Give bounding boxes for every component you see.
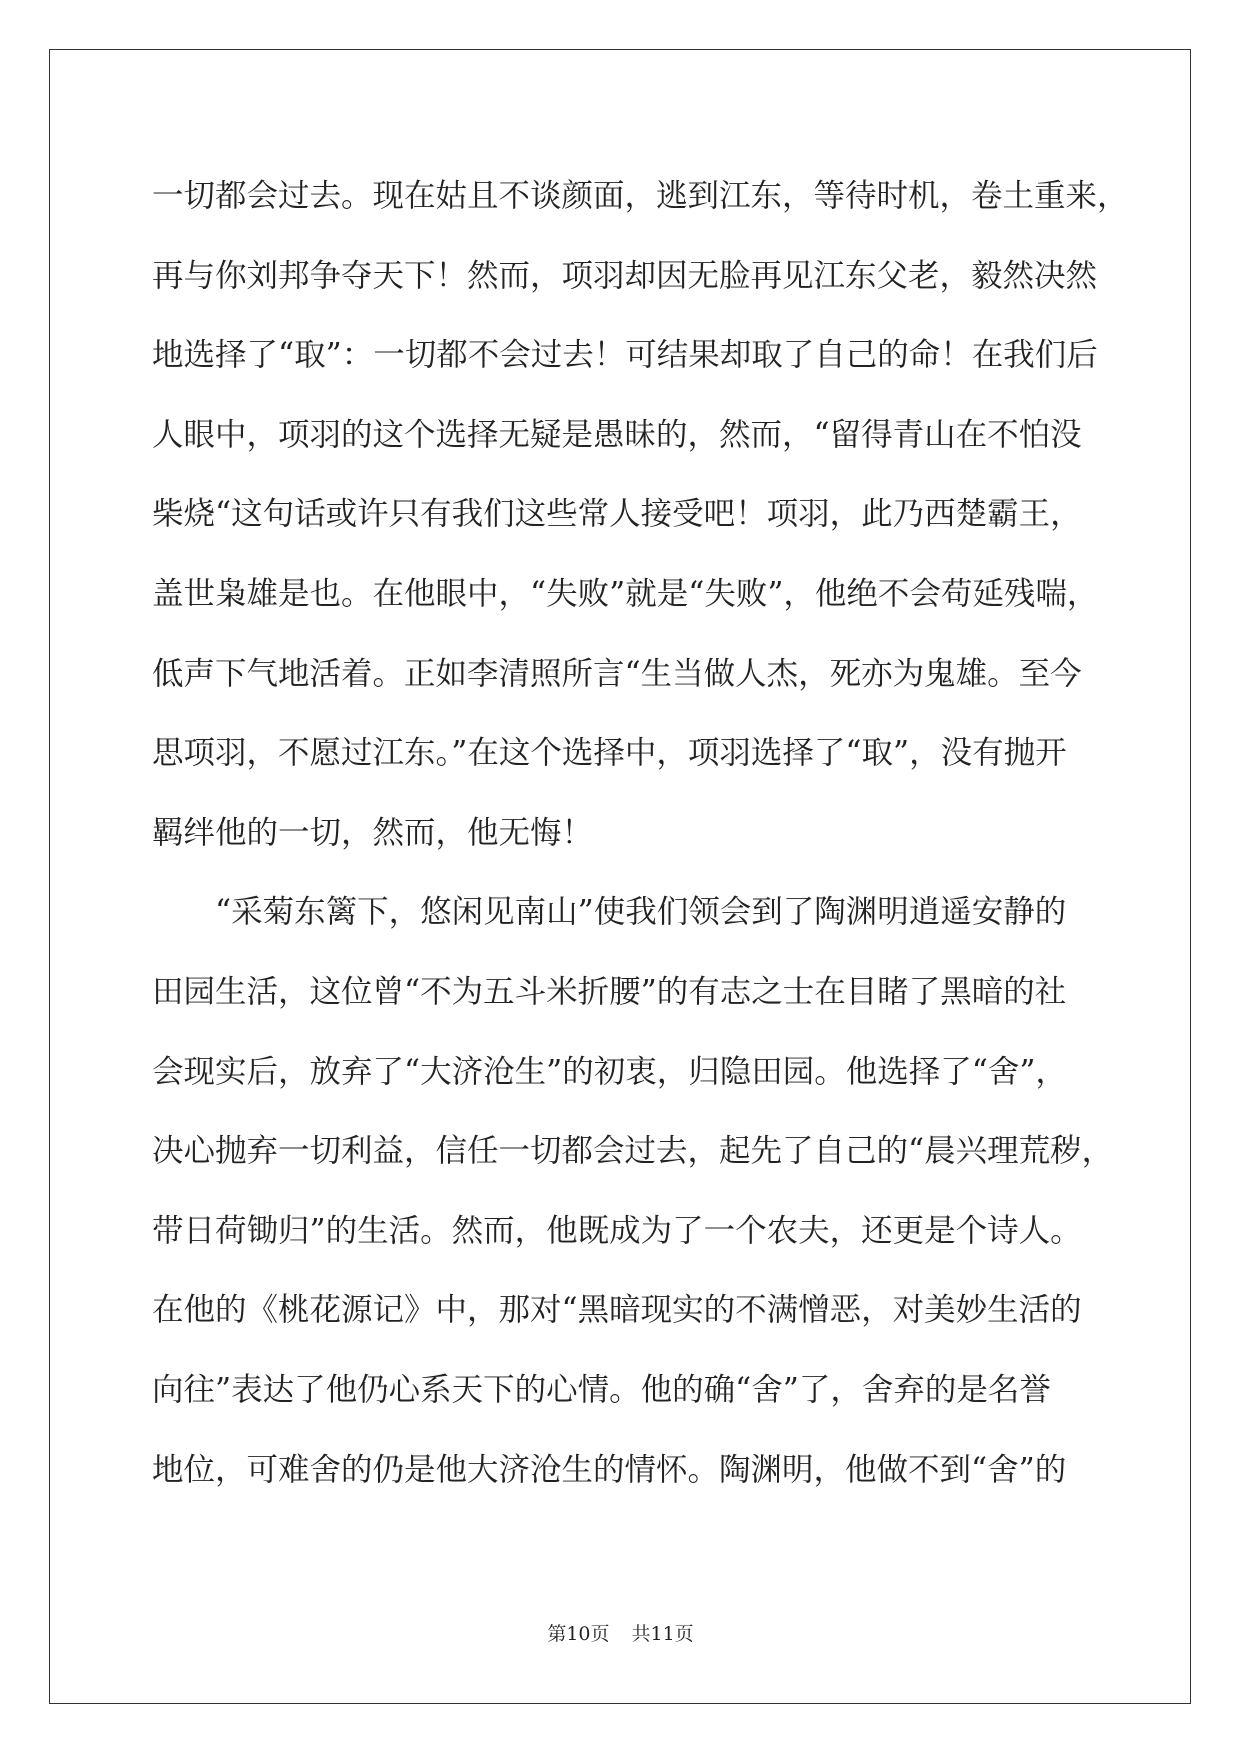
current-page-number: 第10页 — [547, 1623, 610, 1645]
text-line: 田园生活，这位曾“不为五斗米折腰”的有志之士在目睹了黑暗的社 — [152, 973, 1067, 1010]
text-line: 一切都会过去。现在姑且不谈颜面，逃到江东，等待时机，卷土重来， — [152, 178, 1129, 214]
text-line: 决心抛弃一切利益，信任一切都会过去，起先了自己的“晨兴理荒秽， — [152, 1133, 1114, 1170]
text-line: 向往”表达了他仍心系天下的心情。他的确“舍”了，舍弃的是名誉 — [152, 1371, 1051, 1408]
text-line: 盖世枭雄是也。在他眼中，“失败”就是“失败”，他绝不会苟延残喘， — [152, 575, 1099, 612]
text-line: 带日荷锄归”的生活。然而，他既成为了一个农夫，还更是个诗人。 — [152, 1212, 1082, 1249]
text-line: 羁绊他的一切，然而，他无悔！ — [152, 814, 594, 851]
text-line: 地选择了“取”：一切都不会过去！可结果却取了自己的命！在我们后 — [152, 337, 1098, 374]
body-text — [152, 172, 1129, 1525]
text-line: 在他的《桃花源记》中，那对“黑暗现实的不满憎恶，对美妙生活的 — [152, 1292, 1082, 1329]
total-pages: 共11页 — [631, 1623, 694, 1645]
text-line: 会现实后，放弃了“大济沧生”的初衷，归隐田园。他选择了“舍”， — [152, 1053, 1067, 1090]
text-line: 再与你刘邦争夺天下！然而，项羽却因无脸再见江东父老，毅然决然 — [152, 257, 1098, 294]
page-footer — [0, 1619, 1241, 1646]
text-line: 思项羽，不愿过江东。”在这个选择中，项羽选择了“取”，没有抛开 — [152, 735, 1067, 772]
text-line: 人眼中，项羽的这个选择无疑是愚昧的，然而，“留得青山在不怕没 — [152, 416, 1082, 453]
text-line: 地位，可难舍的仍是他大济沧生的情怀。陶渊明，他做不到“舍”的 — [152, 1451, 1067, 1488]
paragraph-first-line: “采菊东篱下，悠闲见南山”使我们领会到了陶渊明逍遥安静的 — [215, 894, 1067, 931]
text-line: 柴烧“这句话或许只有我们这些常人接受吧！项羽，此乃西楚霸王， — [152, 496, 1082, 533]
text-line: 低声下气地活着。正如李清照所言“生当做人杰，死亦为鬼雄。至今 — [152, 655, 1082, 692]
